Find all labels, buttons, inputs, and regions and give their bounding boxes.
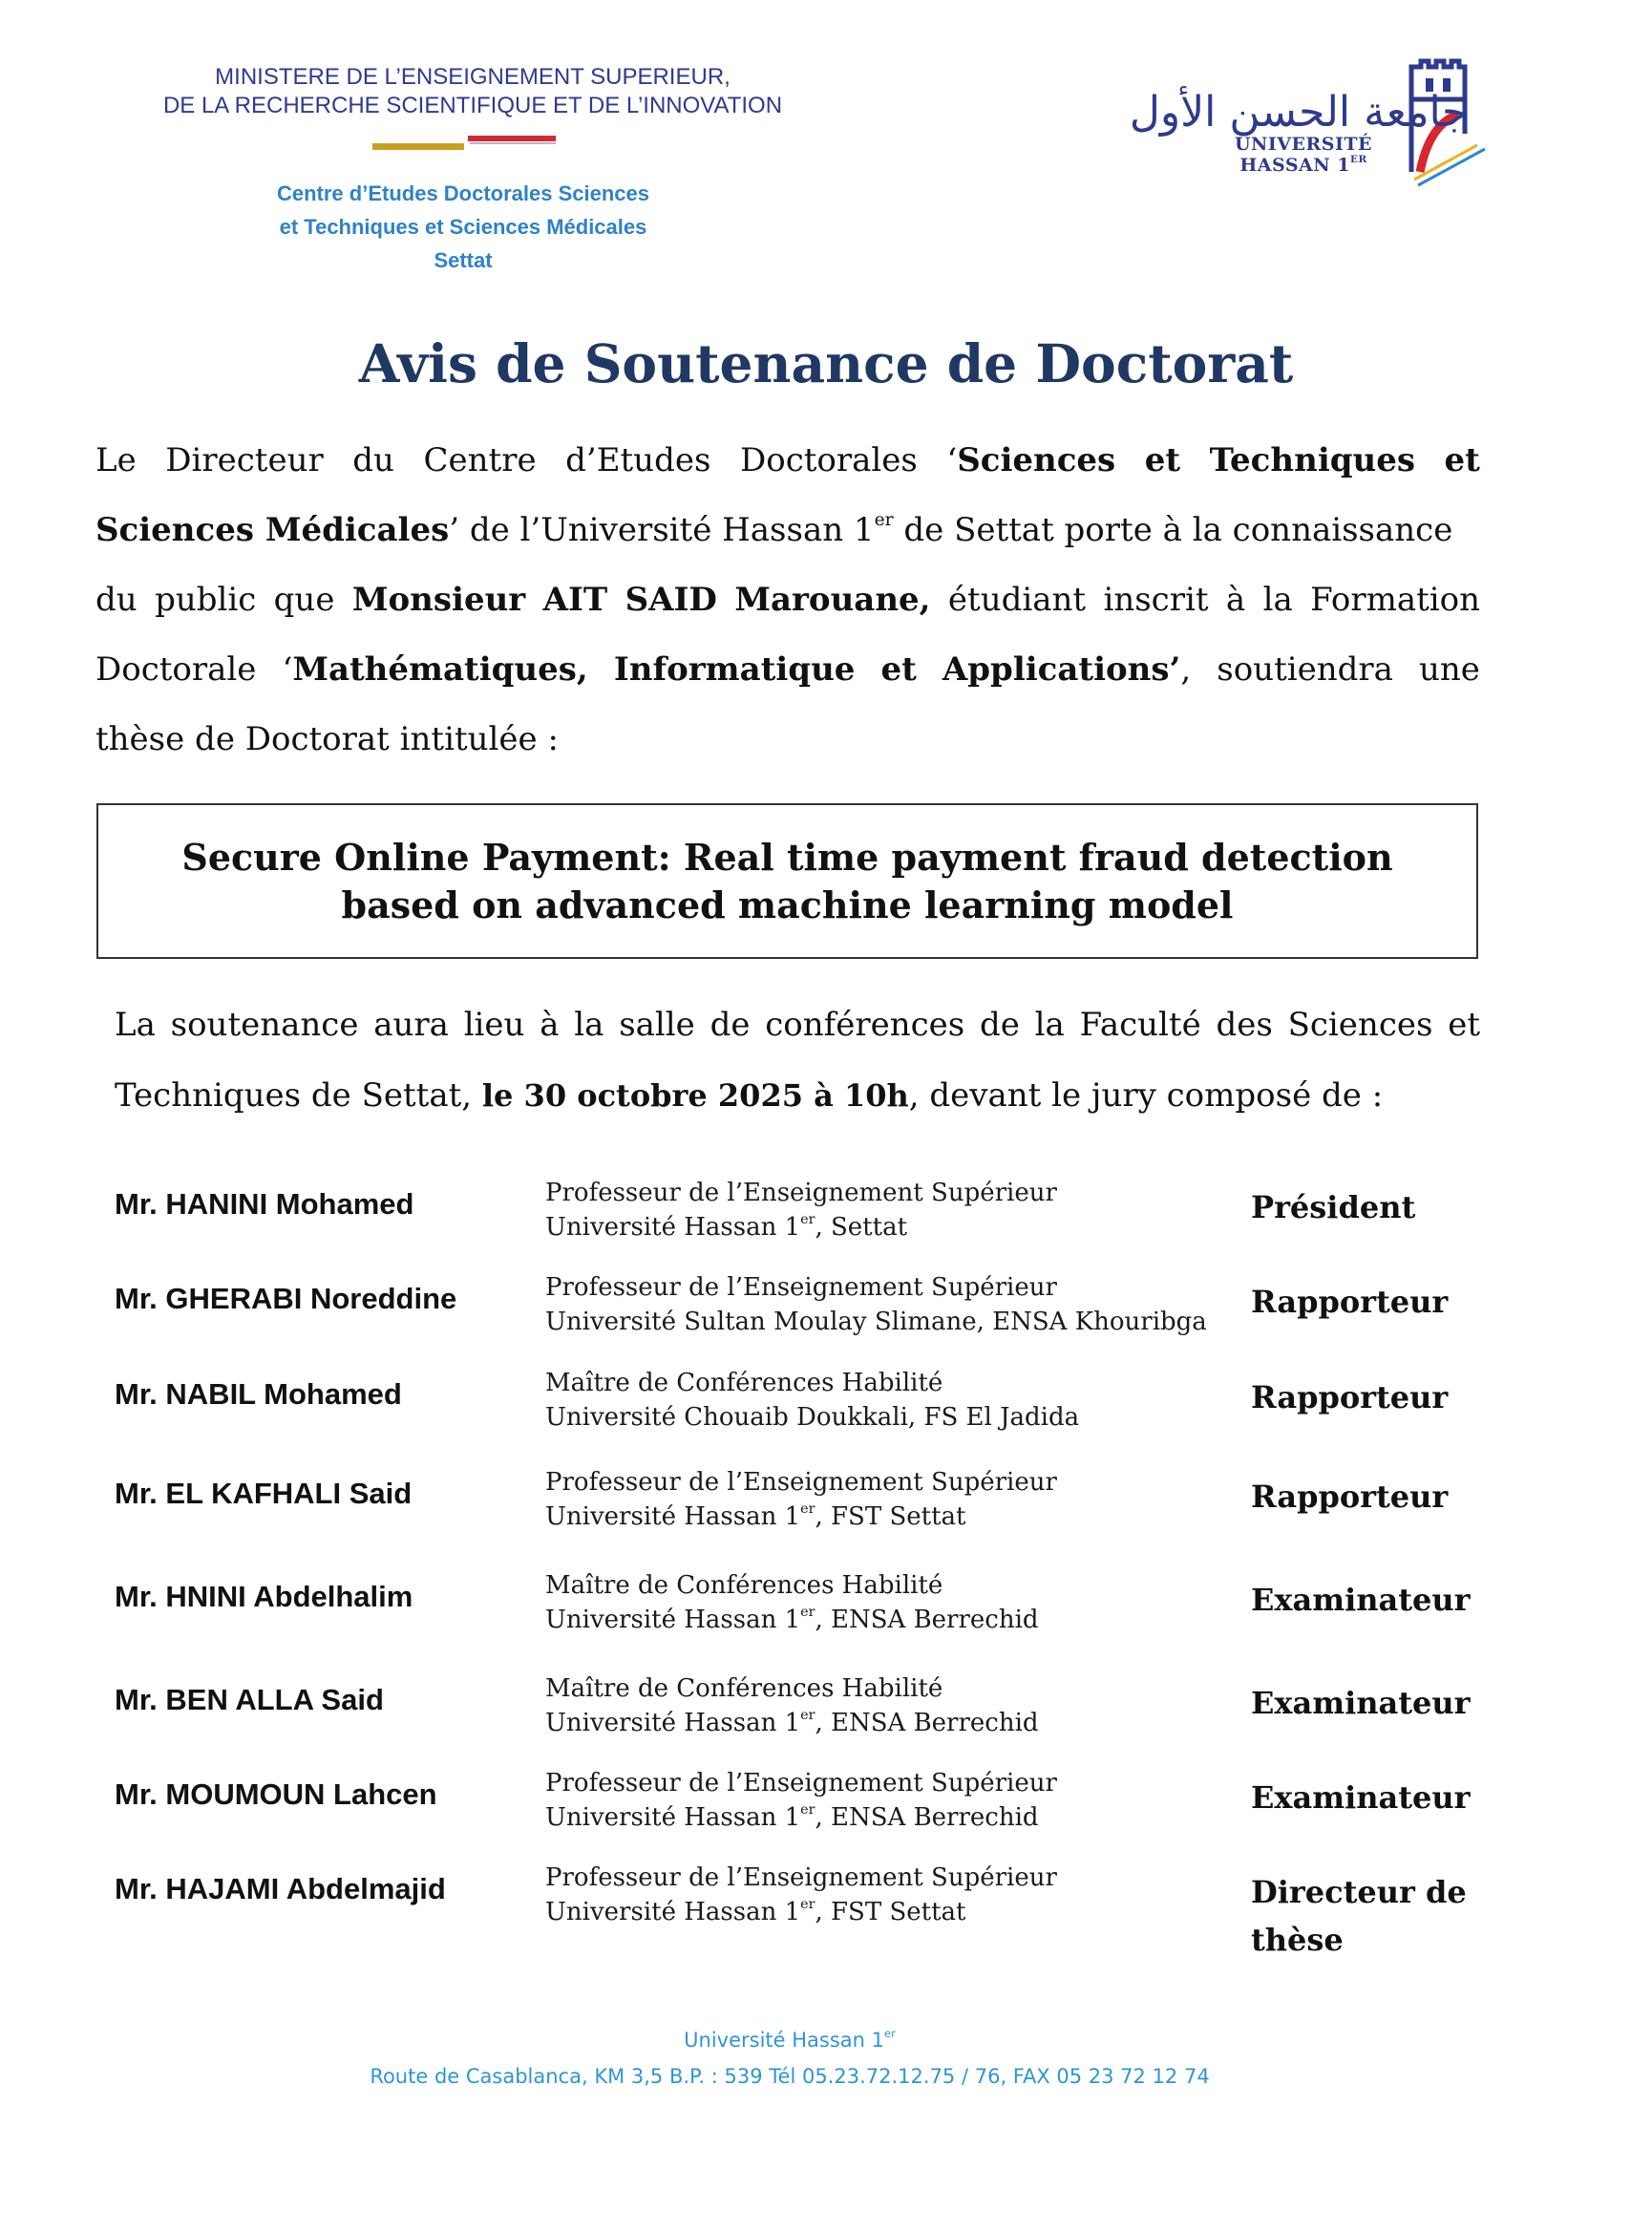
jury-row — [0, 1273, 1579, 1366]
jury-row — [0, 1571, 1579, 1664]
venue-word: des — [1216, 1006, 1273, 1044]
jury-row — [0, 1369, 1579, 1461]
jury-name: Mr. NABIL Mohamed — [115, 1377, 402, 1411]
venue-word: la — [1034, 1006, 1065, 1044]
institution-text: Université Hassan 1 — [545, 1898, 801, 1926]
jury-name: Mr. HNINI Abdelhalim — [115, 1580, 413, 1613]
jury-title: Maître de Conférences Habilité — [545, 1674, 943, 1703]
venue-word: la — [574, 1006, 604, 1044]
jury-row — [0, 1179, 1579, 1271]
jury-affiliation — [545, 1568, 1214, 1637]
intro-line-4 — [95, 650, 1480, 689]
jury-role: Président — [1251, 1189, 1416, 1225]
programme-word: Applications’ — [942, 650, 1181, 689]
ministry-line-1: MINISTERE DE L’ENSEIGNEMENT SUPERIEUR, — [215, 64, 731, 90]
venue-word: lieu — [463, 1006, 525, 1044]
jury-institution — [545, 1603, 1214, 1637]
decorative-bar-gold — [372, 143, 464, 150]
intro-word: Centre — [423, 441, 537, 479]
jury-row — [0, 1863, 1579, 1985]
jury-affiliation — [545, 1861, 1214, 1929]
intro-word: Directeur — [165, 441, 324, 479]
footer-university — [0, 2029, 1579, 2052]
intro-word-bold: et — [1144, 441, 1181, 479]
intro-line-5: thèse de Doctorat intitulée : — [95, 720, 559, 758]
institution-text: Université Sultan Moulay Slimane, ENSA Khouribga — [545, 1308, 1207, 1336]
centre-line-3: Settat — [434, 248, 493, 272]
doctoral-centre-name — [205, 177, 721, 277]
candidate-name-word: Monsieur — [351, 581, 526, 619]
jury-role: Examinateur — [1251, 1779, 1471, 1816]
intro-word-bold: et — [1444, 441, 1480, 479]
ordinal-sup: er — [800, 1801, 815, 1818]
jury-name: Mr. BEN ALLA Said — [115, 1683, 384, 1716]
institution-text: Université Hassan 1 — [545, 1709, 801, 1737]
jury-role: Examinateur — [1251, 1685, 1471, 1721]
jury-name: Mr. GHERABI Noreddine — [115, 1282, 457, 1315]
ordinal-sup: er — [800, 1604, 815, 1620]
venue-word: salle — [619, 1006, 695, 1044]
jury-affiliation — [545, 1465, 1214, 1534]
institution-text: Université Hassan 1 — [545, 1803, 801, 1832]
candidate-name-word: Marouane, — [734, 581, 931, 619]
intro-word: que — [273, 581, 335, 619]
thesis-title: Secure Online Payment: Real time payment fraud detection based on advanced machine learning model — [181, 835, 1393, 926]
jury-row — [0, 1468, 1579, 1561]
institution-text: , FST Settat — [815, 1502, 966, 1531]
jury-name: Mr. MOUMOUN Lahcen — [115, 1777, 437, 1811]
jury-institution — [545, 1305, 1214, 1339]
institution-text: , ENSA Berrechid — [815, 1803, 1039, 1832]
intro-word: inscrit — [1103, 581, 1209, 619]
intro-word: à — [1225, 581, 1246, 619]
venue-word: Sciences — [1287, 1006, 1433, 1044]
quote-mark: ‘ — [946, 441, 958, 479]
venue-text: Techniques de Settat, — [115, 1076, 482, 1115]
intro-word: la — [1262, 581, 1293, 619]
quote-mark: ‘ — [282, 650, 293, 689]
jury-affiliation — [545, 1671, 1214, 1740]
logo-arabic-name: جامعة الحسن الأول — [1129, 88, 1469, 137]
jury-institution — [545, 1895, 1214, 1929]
intro-word: une — [1419, 650, 1480, 689]
logo-latin-name — [1189, 134, 1418, 176]
institution-text: , ENSA Berrechid — [815, 1606, 1039, 1634]
jury-role: Rapporteur — [1251, 1379, 1449, 1415]
intro-word: Doctorales — [739, 441, 918, 479]
ordinal-sup: er — [800, 1896, 815, 1912]
jury-role: Rapporteur — [1251, 1479, 1449, 1515]
jury-affiliation — [545, 1366, 1214, 1435]
jury-name: Mr. EL KAFHALI Said — [115, 1477, 413, 1510]
candidate-name-word: SAID — [625, 581, 717, 619]
venue-word: de — [979, 1006, 1020, 1044]
jury-affiliation — [545, 1270, 1214, 1339]
jury-institution — [545, 1400, 1214, 1435]
jury-title: Professeur de l’Enseignement Supérieur — [545, 1273, 1057, 1302]
venue-word: à — [540, 1006, 560, 1044]
jury-affiliation — [545, 1176, 1214, 1245]
ordinal-sup: er — [874, 510, 894, 531]
ministry-line-2: DE LA RECHERCHE SCIENTIFIQUE ET DE L’INNOVATION — [162, 93, 783, 118]
thesis-title-box — [96, 803, 1478, 959]
programme-word: Mathématiques, — [292, 650, 588, 689]
jury-role: Directeur de thèse — [1251, 1874, 1467, 1958]
intro-word: étudiant — [947, 581, 1087, 619]
intro-word: Le — [95, 441, 137, 479]
programme-word: Informatique — [613, 650, 856, 689]
institution-text: , ENSA Berrechid — [815, 1709, 1039, 1737]
decorative-bar-grey — [470, 142, 556, 144]
intro-comma: , — [1180, 650, 1192, 689]
intro-word: soutiendra — [1217, 650, 1393, 689]
intro-word: Doctorale — [95, 650, 257, 689]
venue-text: , devant le jury composé de : — [908, 1076, 1384, 1115]
jury-role: Rapporteur — [1251, 1284, 1449, 1320]
jury-role: Examinateur — [1251, 1582, 1471, 1618]
ordinal-sup: er — [800, 1707, 815, 1723]
ministry-name — [95, 63, 850, 120]
centre-line-2: et Techniques et Sciences Médicales — [279, 215, 647, 239]
intro-line-1 — [95, 441, 1480, 479]
jury-institution — [545, 1210, 1214, 1245]
institution-text: Université Chouaib Doukkali, FS El Jadida — [545, 1403, 1080, 1432]
jury-institution — [545, 1800, 1214, 1835]
jury-title: Professeur de l’Enseignement Supérieur — [545, 1769, 1057, 1798]
jury-row — [0, 1674, 1579, 1767]
intro-bold-programme: Sciences Médicales — [95, 511, 450, 549]
intro-line-2 — [95, 511, 1480, 549]
centre-line-1: Centre d’Etudes Doctorales Sciences — [276, 181, 650, 205]
jury-affiliation — [545, 1766, 1214, 1835]
footer-address: Route de Casablanca, KM 3,5 B.P. : 539 Tél 05.23.72.12.75 / 76, FAX 05 23 72 12 74 — [370, 2065, 1210, 2088]
jury-title: Professeur de l’Enseignement Supérieur — [545, 1468, 1057, 1497]
ordinal-sup: er — [800, 1500, 815, 1517]
intro-line-3 — [95, 581, 1480, 619]
institution-text: Université Hassan 1 — [545, 1213, 801, 1242]
footer-university-name: Université Hassan 1 — [684, 2029, 884, 2052]
venue-word: La — [115, 1006, 156, 1044]
institution-text: , FST Settat — [815, 1898, 966, 1926]
programme-word: et — [880, 650, 917, 689]
defense-date: le 30 octobre 2025 à 10h — [481, 1077, 909, 1114]
venue-word: conférences — [765, 1006, 965, 1044]
intro-word: d’Etudes — [565, 441, 711, 479]
jury-title: Maître de Conférences Habilité — [545, 1369, 943, 1397]
candidate-name-word: AIT — [542, 581, 608, 619]
intro-word-bold: Techniques — [1209, 441, 1415, 479]
venue-word: soutenance — [170, 1006, 359, 1044]
ordinal-sup: er — [884, 2027, 896, 2041]
intro-word: du — [95, 581, 138, 619]
venue-word: de — [710, 1006, 751, 1044]
intro-word: du — [352, 441, 394, 479]
venue-word: aura — [373, 1006, 449, 1044]
jury-institution — [545, 1706, 1214, 1740]
intro-word — [942, 650, 1191, 689]
jury-title: Professeur de l’Enseignement Supérieur — [545, 1863, 1057, 1892]
jury-row — [0, 1769, 1579, 1862]
institution-text: Université Hassan 1 — [545, 1502, 801, 1531]
intro-word: public — [155, 581, 257, 619]
intro-word-bold: Sciences — [957, 441, 1116, 479]
jury-name: Mr. HAJAMI Abdelmajid — [115, 1872, 446, 1905]
venue-line-2 — [115, 1076, 1480, 1115]
logo-text-main: UNIVERSITÉ HASSAN 1 — [1234, 134, 1373, 176]
intro-word — [946, 441, 1115, 479]
intro-word: Formation — [1310, 581, 1480, 619]
venue-line-1 — [115, 1006, 1480, 1044]
intro-word — [283, 650, 588, 689]
intro-text: de Settat porte à la connaissance — [893, 511, 1453, 549]
jury-title: Maître de Conférences Habilité — [545, 1571, 943, 1600]
jury-name: Mr. HANINI Mohamed — [115, 1187, 414, 1221]
intro-text: ’ de l’Université Hassan 1 — [449, 511, 875, 549]
jury-title: Professeur de l’Enseignement Supérieur — [545, 1179, 1057, 1207]
page-title: Avis de Soutenance de Doctorat — [358, 332, 1294, 394]
jury-institution — [545, 1500, 1214, 1534]
institution-text: Université Hassan 1 — [545, 1606, 801, 1634]
venue-word: Faculté — [1079, 1006, 1201, 1044]
institution-text: , Settat — [815, 1213, 908, 1242]
decorative-bar-red — [468, 136, 556, 141]
venue-word: et — [1448, 1006, 1480, 1044]
ordinal-sup: er — [800, 1211, 815, 1227]
logo-text-sup: ER — [1350, 154, 1367, 166]
